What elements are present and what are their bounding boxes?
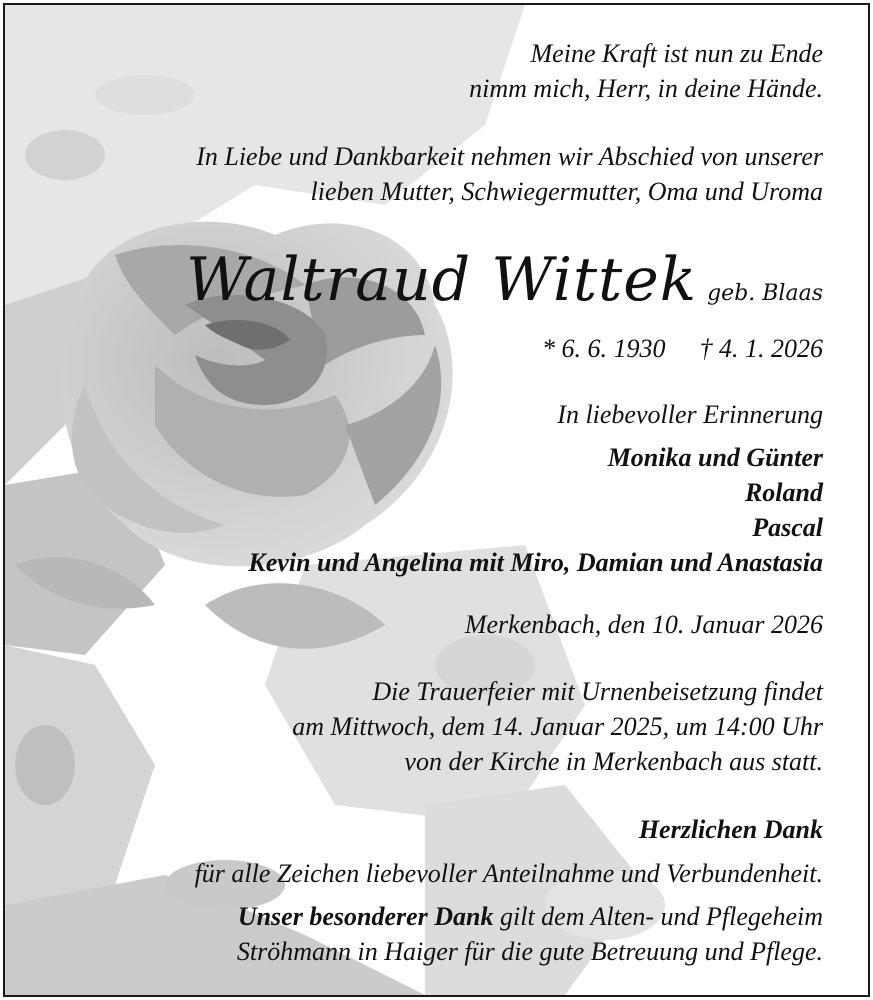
mourner-name: Kevin und Angelina mit Miro, Damian und Anastasia <box>248 548 823 577</box>
special-thanks-line-1 <box>238 900 823 934</box>
death-date: † 4. 1. 2026 <box>699 334 823 363</box>
mourners-intro: In liebevoller Erinnerung <box>557 400 823 429</box>
mourner-name: Pascal <box>752 513 823 542</box>
special-thanks-line-2: Ströhmann in Haiger für die gute Betreuung und Pflege. <box>236 937 823 966</box>
verse-line-1: Meine Kraft ist nun zu Ende <box>530 39 823 68</box>
birth-date: * 6. 6. 1930 <box>542 334 666 363</box>
intro-line-2: lieben Mutter, Schwiegermutter, Oma und Uroma <box>310 177 823 206</box>
mourner-name: Monika und Günter <box>607 443 823 472</box>
special-thanks-rest: gilt dem Alten- und Pflegeheim <box>493 902 823 931</box>
thanks-line: für alle Zeichen liebevoller Anteilnahme und Verbundenheit. <box>194 859 823 888</box>
service-line-3: von der Kirche in Merkenbach aus statt. <box>404 747 823 776</box>
birth-name: geb. Blaas <box>707 281 823 306</box>
intro-line-1: In Liebe und Dankbarkeit nehmen wir Abschied von unserer <box>196 142 823 171</box>
mourner-name: Roland <box>744 478 823 507</box>
service-line-1: Die Trauerfeier mit Urnenbeisetzung findet <box>372 677 823 706</box>
verse-line-2: nimm mich, Herr, in deine Hände. <box>469 74 823 103</box>
deceased-name-line <box>186 245 823 329</box>
life-dates <box>542 332 823 366</box>
special-thanks-bold: Unser besonderer Dank <box>237 902 494 931</box>
service-line-2: am Mittwoch, dem 14. Januar 2025, um 14:00 Uhr <box>292 712 823 741</box>
place-date: Merkenbach, den 10. Januar 2026 <box>464 610 823 639</box>
obituary-frame <box>3 3 870 997</box>
deceased-name: Waltraud Wittek <box>186 245 698 315</box>
thanks-heading: Herzlichen Dank <box>638 815 823 844</box>
